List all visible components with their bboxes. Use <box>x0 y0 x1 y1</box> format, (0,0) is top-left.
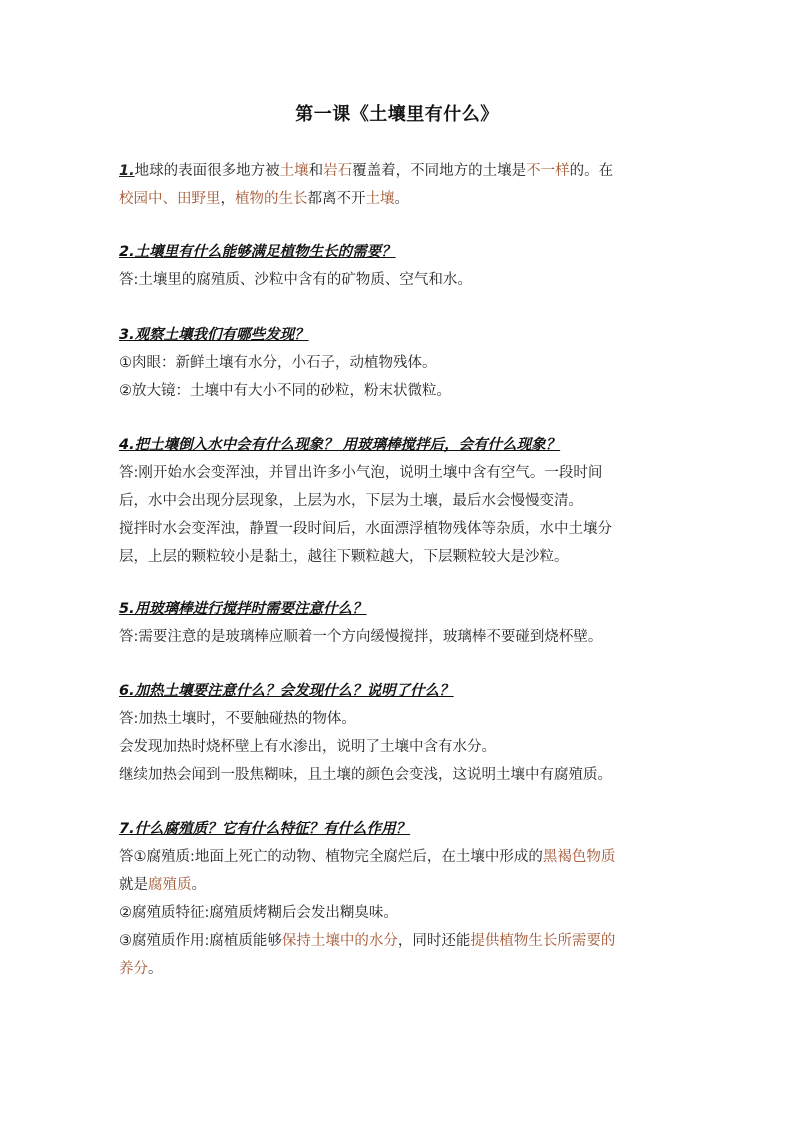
answer-line: 后，水中会出现分层现象，上层为水，下层为土壤，最后水会慢慢变清。 <box>119 493 583 509</box>
answer-line: 继续加热会闻到一股焦糊味，且土壤的颜色会变浅，这说明土壤中有腐殖质。 <box>119 767 612 783</box>
text: 覆盖着，不同地方的土壤是 <box>352 163 527 179</box>
answer-line: 答:刚开始水会变浑浊，并冒出许多小气泡，说明土壤中含有空气。一段时间 <box>119 465 603 481</box>
highlight-text: 植物的生长 <box>235 191 308 207</box>
question-heading: 5.用玻璃棒进行搅拌时需要注意什么？ <box>119 601 367 617</box>
section-1-line-2 <box>119 185 679 213</box>
text: 。 <box>191 877 206 893</box>
section-4 <box>119 431 679 571</box>
section-1-line-1 <box>119 157 679 185</box>
answer-line: 答:需要注意的是玻璃棒应顺着一个方向缓慢搅拌，玻璃棒不要碰到烧杯壁。 <box>119 629 603 645</box>
answer-line: 答:加热土壤时，不要触碰热的物体。 <box>119 711 356 727</box>
answer-line: 会发现加热时烧杯壁上有水渗出，说明了土壤中含有水分。 <box>119 739 496 755</box>
section-3 <box>119 321 679 405</box>
highlight-text: 提供植物生长所需要的 <box>470 933 616 949</box>
highlight-text: 校园中、田野里 <box>119 191 221 207</box>
text: 地球的表面很多地方被 <box>134 163 280 179</box>
question-heading: 7.什么腐殖质？它有什么特征？有什么作用？ <box>119 821 411 837</box>
highlight-text: 腐殖质 <box>148 877 192 893</box>
answer-line <box>119 843 679 871</box>
answer-line <box>119 871 679 899</box>
section-1 <box>119 157 679 213</box>
question-heading: 2.土壤里有什么能够满足植物生长的需要？ <box>119 244 396 260</box>
text: ，同时还能 <box>397 933 471 949</box>
text: ， <box>220 191 235 207</box>
highlight-text: 不一样 <box>526 163 570 179</box>
text: 就是 <box>119 877 148 893</box>
question-heading: 6.加热土壤要注意什么？会发现什么？说明了什么？ <box>119 683 454 699</box>
text: ③腐殖质作用:腐植质能够 <box>119 933 282 949</box>
section-5 <box>119 595 679 651</box>
question-heading: 4.把土壤倒入水中会有什么现象？ 用玻璃棒搅拌后，会有什么现象？ <box>119 437 561 453</box>
highlight-text: 土壤 <box>365 191 395 207</box>
answer-line: ②腐殖质特征:腐殖质烤糊后会发出糊臭味。 <box>119 905 398 921</box>
answer-line: ①肉眼：新鲜土壤有水分，小石子，动植物残体。 <box>119 355 437 371</box>
highlight-text: 养分 <box>119 961 148 977</box>
section-1-number: 1. <box>119 163 135 179</box>
section-6 <box>119 677 679 789</box>
section-7 <box>119 815 679 983</box>
answer-line <box>119 927 679 955</box>
text: 。 <box>148 961 163 977</box>
highlight-text: 土壤 <box>279 163 309 179</box>
answer-line: 层，上层的颗粒较小是黏土，越往下颗粒越大，下层颗粒较大是沙粒。 <box>119 549 569 565</box>
text: 都离不开 <box>307 191 366 207</box>
answer-line <box>119 955 679 983</box>
text: 的。在 <box>569 163 614 179</box>
section-2 <box>119 238 679 294</box>
answer-line: ②放大镜：土壤中有大小不同的砂粒，粉末状微粒。 <box>119 383 451 399</box>
answer-line: 搅拌时水会变浑浊，静置一段时间后，水面漂浮植物残体等杂质，水中土壤分 <box>119 521 612 537</box>
text: 。 <box>394 191 409 207</box>
question-heading: 3.观察土壤我们有哪些发现？ <box>119 327 309 343</box>
text: 和 <box>308 163 324 179</box>
answer-line: 答:土壤里的腐殖质、沙粒中含有的矿物质、空气和水。 <box>119 272 472 288</box>
highlight-text: 黑褐色物质 <box>542 849 616 865</box>
highlight-text: 保持土壤中的水分 <box>281 933 398 949</box>
page-title: 第一课《土壤里有什么》 <box>295 104 499 125</box>
highlight-text: 岩石 <box>323 163 353 179</box>
text: 答①腐殖质:地面上死亡的动物、植物完全腐烂后，在土壤中形成的 <box>119 849 543 865</box>
